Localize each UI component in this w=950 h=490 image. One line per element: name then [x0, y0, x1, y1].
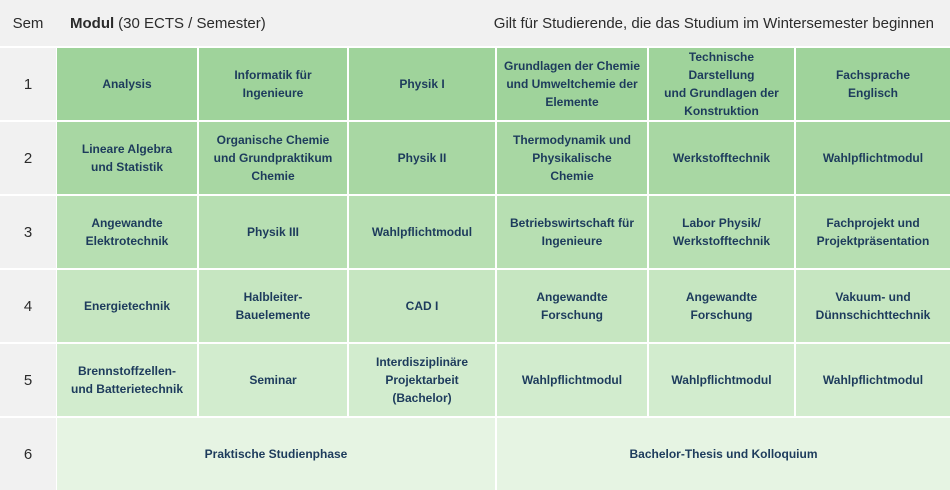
module-cell: Fachsprache Englisch	[796, 48, 950, 120]
module-cell: Organische Chemie und Grundpraktikum Chemie	[199, 122, 347, 194]
module-cell: Wahlpflichtmodul	[497, 344, 647, 416]
module-cell: Interdisziplinäre Projektarbeit (Bachelor)	[349, 344, 495, 416]
semester-number: 5	[0, 344, 56, 416]
module-cell: Angewandte Elektrotechnik	[57, 196, 197, 268]
semester-number: 6	[0, 418, 56, 490]
module-cell: Technische Darstellung und Grundlagen der Konstruktion	[649, 48, 794, 120]
module-cell: Physik II	[349, 122, 495, 194]
module-cell: Angewandte Forschung	[649, 270, 794, 342]
module-cell: CAD I	[349, 270, 495, 342]
semester-number: 3	[0, 196, 56, 268]
module-cell: Informatik für Ingenieure	[199, 48, 347, 120]
module-cell: Brennstoffzellen- und Batterietechnik	[57, 344, 197, 416]
header-modul	[70, 0, 266, 46]
header-modul-bold: Modul	[70, 14, 115, 32]
module-cell: Halbleiter- Bauelemente	[199, 270, 347, 342]
header-sem: Sem	[12, 14, 44, 32]
module-cell: Vakuum- und Dünnschichttechnik	[796, 270, 950, 342]
module-cell: Wahlpflichtmodul	[796, 122, 950, 194]
module-cell: Physik I	[349, 48, 495, 120]
module-cell: Wahlpflichtmodul	[349, 196, 495, 268]
semester-number: 1	[0, 48, 56, 120]
module-cell: Analysis	[57, 48, 197, 120]
module-cell: Lineare Algebra und Statistik	[57, 122, 197, 194]
module-cell: Thermodynamik und Physikalische Chemie	[497, 122, 647, 194]
module-cell: Wahlpflichtmodul	[649, 344, 794, 416]
semester-number: 4	[0, 270, 56, 342]
table-header	[0, 0, 950, 46]
module-cell: Werkstofftechnik	[649, 122, 794, 194]
module-cell: Betriebswirtschaft für Ingenieure	[497, 196, 647, 268]
module-cell: Seminar	[199, 344, 347, 416]
module-cell: Labor Physik/ Werkstofftechnik	[649, 196, 794, 268]
header-note: Gilt für Studierende, die das Studium im Wintersemester beginnen	[493, 14, 934, 32]
module-cell: Fachprojekt und Projektpräsentation	[796, 196, 950, 268]
module-cell-wide: Bachelor-Thesis und Kolloquium	[497, 418, 950, 490]
module-cell: Physik III	[199, 196, 347, 268]
module-cell-wide: Praktische Studienphase	[57, 418, 495, 490]
header-modul-ects: (30 ECTS / Semester)	[118, 14, 266, 32]
module-cell: Energietechnik	[57, 270, 197, 342]
semester-number: 2	[0, 122, 56, 194]
module-cell: Wahlpflichtmodul	[796, 344, 950, 416]
module-cell: Grundlagen der Chemie und Umweltchemie der Elemente	[497, 48, 647, 120]
module-cell: Angewandte Forschung	[497, 270, 647, 342]
